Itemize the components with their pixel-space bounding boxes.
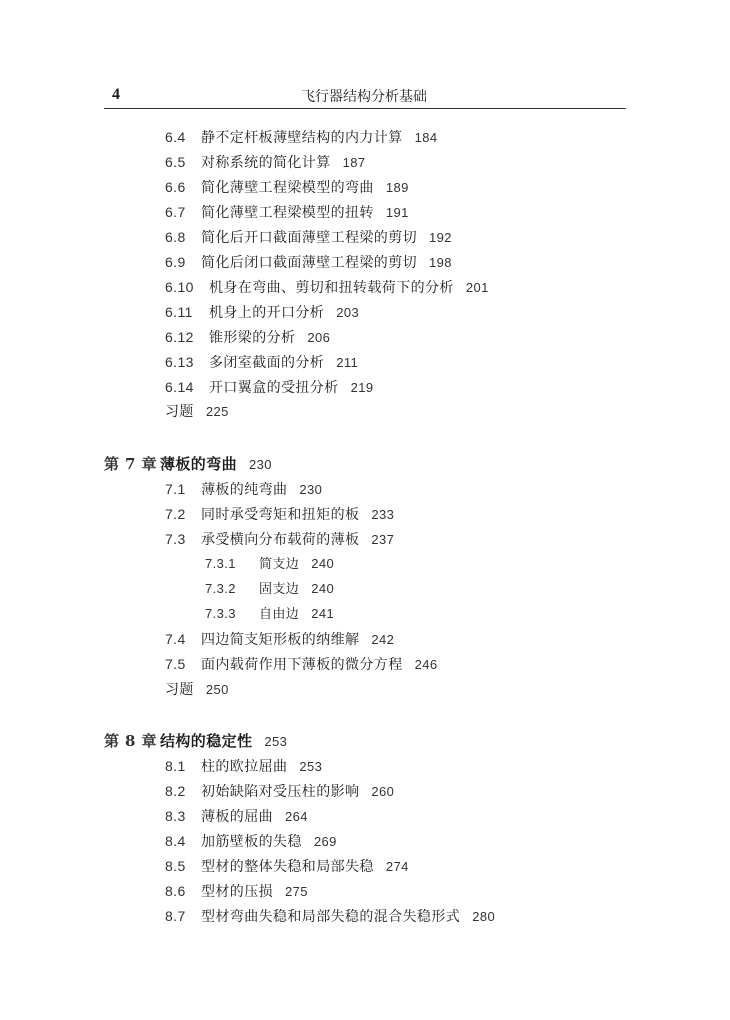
toc-entry-7-3-3: 7.3.3 自由边 241 <box>205 606 335 622</box>
chapter-heading-7: 第 7 章 薄板的弯曲 230 <box>104 455 272 473</box>
toc-entry-8-4: 8.4 加筋壁板的失稳 269 <box>165 833 337 850</box>
toc-entry-8-3: 8.3 薄板的屈曲 264 <box>165 808 308 825</box>
toc-entry-6-5: 6.5 对称系统的简化计算 187 <box>165 154 366 171</box>
toc-entry-7-3: 7.3 承受横向分布载荷的薄板 237 <box>165 531 395 548</box>
toc-entry-ch7-exercises: 习题 250 <box>165 682 229 698</box>
toc-entry-8-1: 8.1 柱的欧拉屈曲 253 <box>165 758 323 775</box>
toc-entry-7-2: 7.2 同时承受弯矩和扭矩的板 233 <box>165 506 395 523</box>
page-number: 4 <box>112 86 120 103</box>
toc-entry-6-12: 6.12 锥形梁的分析 206 <box>165 329 331 346</box>
toc-entry-8-7: 8.7 型材弯曲失稳和局部失稳的混合失稳形式 280 <box>165 908 496 925</box>
toc-entry-7-3-2: 7.3.2 固支边 240 <box>205 581 335 597</box>
toc-entry-6-9: 6.9 简化后闭口截面薄壁工程梁的剪切 198 <box>165 254 452 271</box>
toc-entry-6-10: 6.10 机身在弯曲、剪切和扭转载荷下的分析 201 <box>165 279 489 296</box>
toc-entry-7-5: 7.5 面内载荷作用下薄板的微分方程 246 <box>165 656 438 673</box>
toc-entry-7-4: 7.4 四边简支矩形板的纳维解 242 <box>165 631 395 648</box>
toc-entry-7-1: 7.1 薄板的纯弯曲 230 <box>165 481 323 498</box>
toc-entry-8-2: 8.2 初始缺陷对受压柱的影响 260 <box>165 783 395 800</box>
toc-entry-6-8: 6.8 简化后开口截面薄壁工程梁的剪切 192 <box>165 229 452 246</box>
toc-entry-6-6: 6.6 简化薄壁工程梁模型的弯曲 189 <box>165 179 409 196</box>
chapter-heading-8: 第 8 章 结构的稳定性 253 <box>104 732 288 750</box>
toc-entry-8-6: 8.6 型材的压损 275 <box>165 883 308 900</box>
toc-entry-7-3-1: 7.3.1 简支边 240 <box>205 556 335 572</box>
toc-entry-6-13: 6.13 多闭室截面的分析 211 <box>165 354 359 371</box>
toc-entry-6-4: 6.4 静不定杆板薄壁结构的内力计算 184 <box>165 129 438 146</box>
toc-entry-ch6-exercises: 习题 225 <box>165 404 229 420</box>
toc-entry-6-14: 6.14 开口翼盒的受扭分析 219 <box>165 379 374 396</box>
toc-entry-8-5: 8.5 型材的整体失稳和局部失稳 274 <box>165 858 409 875</box>
toc-entry-6-11: 6.11 机身上的开口分析 203 <box>165 304 360 321</box>
book-title: 飞行器结构分析基础 <box>301 89 427 105</box>
toc-entry-6-7: 6.7 简化薄壁工程梁模型的扭转 191 <box>165 204 409 221</box>
